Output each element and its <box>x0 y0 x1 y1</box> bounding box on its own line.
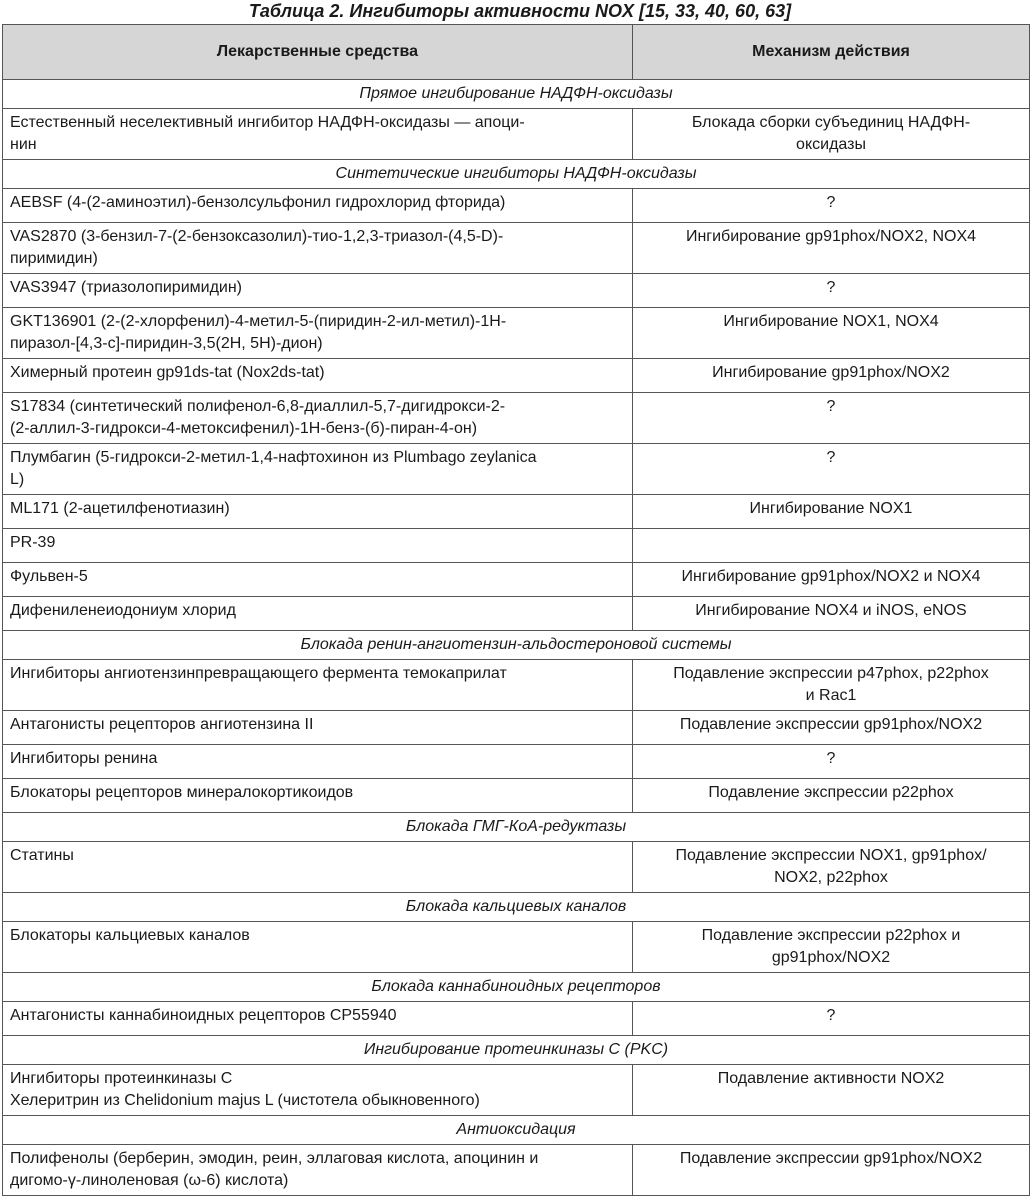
cell-line: Хелеритрин из Chelidonium majus L (чистотела обыкновенного) <box>10 1092 480 1109</box>
table-row <box>3 922 1030 973</box>
drug-cell <box>3 1145 633 1196</box>
cell-line: ML171 (2-ацетилфенотиазин) <box>10 500 230 517</box>
cell-line: ? <box>826 449 836 466</box>
cell-line: Ингибирование NOX1, NOX4 <box>723 313 939 330</box>
cell-line: Химерный протеин gp91ds-tat (Nox2ds-tat) <box>10 364 325 381</box>
section-title: Блокада кальциевых каналов <box>3 893 1030 922</box>
cell-line: Ингибирование NOX4 и iNOS, eNOS <box>695 602 967 619</box>
table-row <box>3 1145 1030 1196</box>
table-row <box>3 495 1030 529</box>
mechanism-cell <box>633 745 1030 779</box>
section-title: Блокада каннабиноидных рецепторов <box>3 973 1030 1002</box>
cell-line: Ингибирование gp91phox/NOX2 и NOX4 <box>681 568 981 585</box>
drug-cell <box>3 1002 633 1036</box>
cell-line: Антагонисты рецепторов ангиотензина II <box>10 716 314 733</box>
cell-line: ? <box>826 194 836 211</box>
table-row <box>3 779 1030 813</box>
cell-line: ? <box>826 1007 836 1024</box>
drug-cell <box>3 109 633 160</box>
table-row <box>3 274 1030 308</box>
mechanism-cell <box>633 842 1030 893</box>
cell-line: Ингибирование gp91phox/NOX2, NOX4 <box>685 228 977 245</box>
mechanism-cell <box>633 393 1030 444</box>
mechanism-cell <box>633 495 1030 529</box>
mechanism-cell <box>633 1065 1030 1116</box>
mechanism-cell <box>633 109 1030 160</box>
drug-cell <box>3 359 633 393</box>
section-row <box>3 1036 1030 1065</box>
mechanism-cell <box>633 444 1030 495</box>
table-caption: Таблица 2. Ингибиторы активности NOX [15, 33, 40, 60, 63] <box>248 1 792 21</box>
drug-cell <box>3 308 633 359</box>
drug-cell <box>3 842 633 893</box>
cell-line: VAS2870 (3-бензил-7-(2-бензоксазолил)-тио-1,2,3-триазол-(4,5-D)- <box>10 228 504 245</box>
drug-cell <box>3 444 633 495</box>
cell-line: Ингибиторы ренина <box>10 750 158 767</box>
table-row <box>3 109 1030 160</box>
mechanism-cell <box>633 529 1030 563</box>
drug-cell <box>3 597 633 631</box>
cell-line: Антагонисты каннабиноидных рецепторов CP55940 <box>10 1007 397 1024</box>
mechanism-cell <box>633 189 1030 223</box>
section-row <box>3 80 1030 109</box>
mechanism-cell <box>633 922 1030 973</box>
section-row <box>3 631 1030 660</box>
mechanism-cell <box>633 597 1030 631</box>
mechanism-cell <box>633 308 1030 359</box>
cell-line: Подавление экспрессии gp91phox/NOX2 <box>679 716 983 733</box>
cell-line: Подавление экспрессии gp91phox/NOX2 <box>679 1150 983 1167</box>
cell-line: Ингибиторы протеинкиназы С <box>10 1070 233 1087</box>
cell-line: PR-39 <box>10 534 56 551</box>
mechanism-cell <box>633 660 1030 711</box>
cell-line: Ингибирование gp91phox/NOX2 <box>712 364 950 381</box>
table-row <box>3 842 1030 893</box>
table-row <box>3 308 1030 359</box>
cell-line: Подавление экспрессии p22phox <box>708 784 954 801</box>
table-row <box>3 223 1030 274</box>
drug-cell <box>3 393 633 444</box>
column-header-drugs: Лекарственные средства <box>3 25 633 80</box>
cell-line: S17834 (синтетический полифенол-6,8-диаллил-5,7-дигидрокси-2- <box>10 398 506 415</box>
drug-cell <box>3 711 633 745</box>
drug-cell <box>3 922 633 973</box>
table-row <box>3 393 1030 444</box>
table-row <box>3 1002 1030 1036</box>
section-row <box>3 160 1030 189</box>
section-title: Блокада ГМГ-КоА-редуктазы <box>3 813 1030 842</box>
drug-cell <box>3 563 633 597</box>
cell-line: Подавление экспрессии NOX1, gp91phox/ <box>675 847 987 864</box>
cell-line: AEBSF (4-(2-аминоэтил)-бензолсульфонил гидрохлорид фторида) <box>10 194 506 211</box>
cell-line: gp91phox/NOX2 <box>771 949 891 966</box>
column-header-mechanism: Механизм действия <box>633 25 1030 80</box>
section-row <box>3 893 1030 922</box>
section-title: Прямое ингибирование НАДФН-оксидазы <box>3 80 1030 109</box>
table-row <box>3 359 1030 393</box>
section-title: Антиоксидация <box>3 1116 1030 1145</box>
cell-line: Подавление активности NOX2 <box>717 1070 945 1087</box>
table-row <box>3 189 1030 223</box>
section-row <box>3 813 1030 842</box>
cell-line: оксидазы <box>796 136 866 153</box>
cell-line: Блокада сборки субъединиц НАДФН- <box>691 114 971 131</box>
section-row <box>3 1116 1030 1145</box>
cell-line: Статины <box>10 847 74 864</box>
drug-cell <box>3 189 633 223</box>
cell-line: Ингибирование NOX1 <box>749 500 913 517</box>
table-row <box>3 529 1030 563</box>
section-row <box>3 973 1030 1002</box>
mechanism-cell <box>633 274 1030 308</box>
cell-line: GKT136901 (2-(2-хлорфенил)-4-метил-5-(пиридин-2-ил-метил)-1H- <box>10 313 507 330</box>
cell-line: ? <box>826 398 836 415</box>
drug-cell <box>3 529 633 563</box>
table-row <box>3 745 1030 779</box>
mechanism-cell <box>633 1002 1030 1036</box>
cell-line: Подавление экспрессии p22phox и <box>701 927 961 944</box>
cell-line: Ингибиторы ангиотензинпревращающего фермента темокаприлат <box>10 665 507 682</box>
cell-line: Подавление экспрессии p47phox, p22phox <box>673 665 989 682</box>
cell-line: L) <box>10 471 25 488</box>
cell-line: пиримидин) <box>10 250 98 267</box>
cell-line: и Rac1 <box>805 687 857 704</box>
drug-cell <box>3 223 633 274</box>
table-row <box>3 711 1030 745</box>
mechanism-cell <box>633 223 1030 274</box>
table-body <box>3 80 1030 1196</box>
mechanism-cell <box>633 563 1030 597</box>
table-header-row <box>3 25 1030 80</box>
cell-line: (2-аллил-3-гидрокси-4-метоксифенил)-1H-бенз-(б)-пиран-4-он) <box>10 420 478 437</box>
drug-cell <box>3 779 633 813</box>
inhibitors-table <box>2 24 1030 1196</box>
mechanism-cell <box>633 359 1030 393</box>
table-row <box>3 597 1030 631</box>
mechanism-cell <box>633 1145 1030 1196</box>
cell-line: пиразол-[4,3-c]-пиридин-3,5(2H, 5H)-дион) <box>10 335 323 352</box>
drug-cell <box>3 495 633 529</box>
cell-line: NOX2, p22phox <box>774 869 888 886</box>
mechanism-cell <box>633 711 1030 745</box>
cell-line: Блокаторы кальциевых каналов <box>10 927 250 944</box>
cell-line: нин <box>10 136 37 153</box>
table-row <box>3 660 1030 711</box>
section-title: Ингибирование протеинкиназы С (PKC) <box>3 1036 1030 1065</box>
table-row <box>3 563 1030 597</box>
section-title: Синтетические ингибиторы НАДФН-оксидазы <box>3 160 1030 189</box>
mechanism-cell <box>633 779 1030 813</box>
cell-line: Полифенолы (берберин, эмодин, реин, эллаговая кислота, апоцинин и <box>10 1150 539 1167</box>
table-row <box>3 444 1030 495</box>
table-row <box>3 1065 1030 1116</box>
section-title: Блокада ренин-ангиотензин-альдостероновой системы <box>3 631 1030 660</box>
cell-line: Естественный неселективный ингибитор НАДФН-оксидазы — апоци- <box>10 114 525 131</box>
cell-line: ? <box>826 279 836 296</box>
cell-line: дигомо-γ-линоленовая (ω-6) кислота) <box>10 1172 289 1189</box>
drug-cell <box>3 745 633 779</box>
drug-cell <box>3 660 633 711</box>
cell-line: ? <box>826 750 836 767</box>
cell-line: Фульвен-5 <box>10 568 88 585</box>
cell-line: Плумбагин (5-гидрокси-2-метил-1,4-нафтохинон из Plumbago zeylanica <box>10 449 537 466</box>
cell-line: Блокаторы рецепторов минералокортикоидов <box>10 784 354 801</box>
drug-cell <box>3 1065 633 1116</box>
cell-line: VAS3947 (триазолопиримидин) <box>10 279 243 296</box>
drug-cell <box>3 274 633 308</box>
cell-line: Дифениленеиодониум хлорид <box>10 602 236 619</box>
